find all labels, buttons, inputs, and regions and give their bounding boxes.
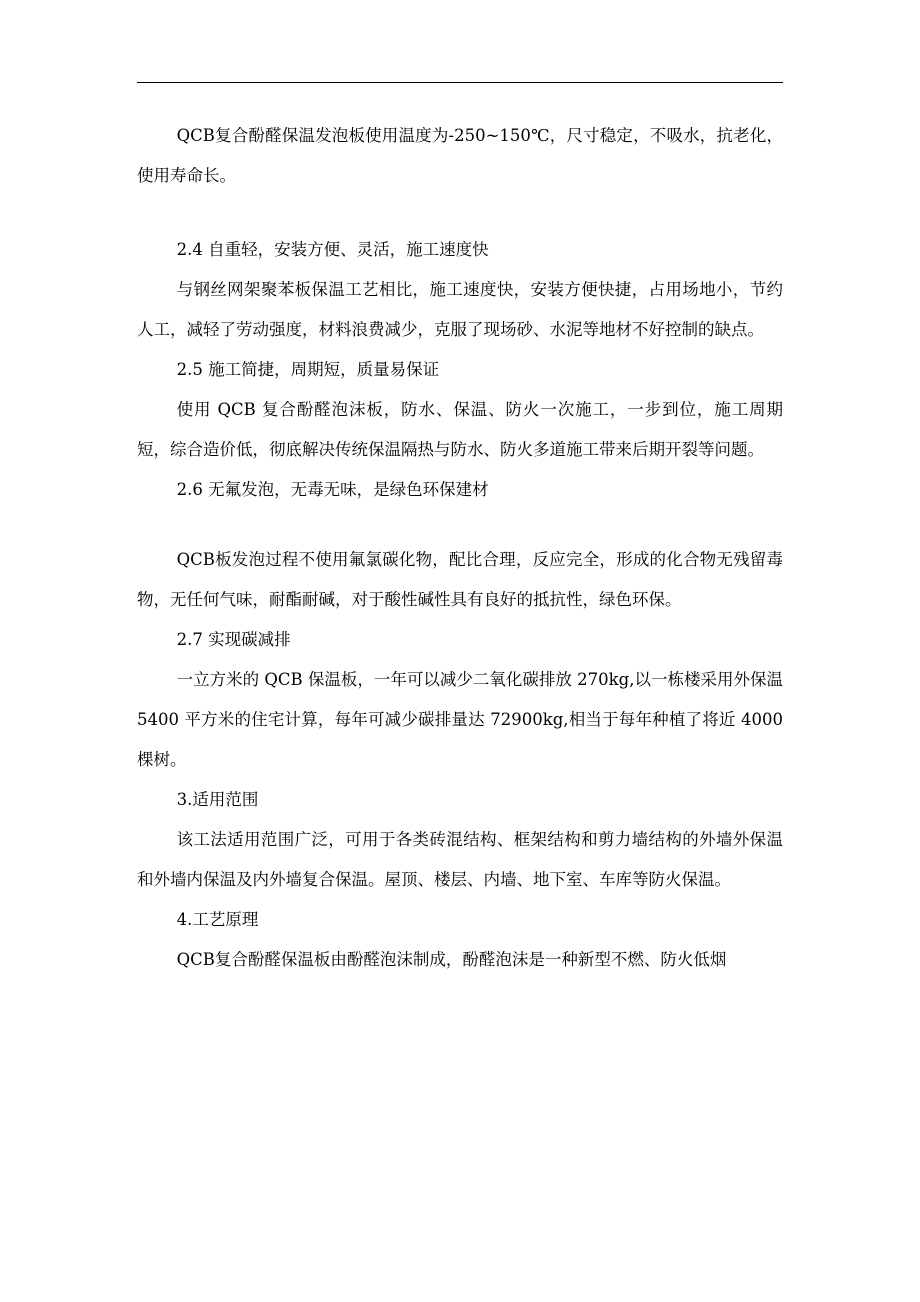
spacer bbox=[137, 196, 783, 230]
paragraph-2-5: 使用 QCB 复合酚醛泡沫板，防水、保温、防火一次施工，一步到位，施工周期短，综合造价低，彻底解决传统保温隔热与防水、防火多道施工带来后期开裂等问题。 bbox=[137, 400, 783, 459]
paragraph-3: 该工法适用范围广泛，可用于各类砖混结构、框架结构和剪力墙结构的外墙外保温和外墙内保温及内外墙复合保温。屋顶、楼层、内墙、地下室、车库等防火保温。 bbox=[137, 830, 783, 889]
section-heading-2-4: 2.4 自重轻，安装方便、灵活，施工速度快 bbox=[176, 240, 489, 259]
section-heading-4: 4.工艺原理 bbox=[176, 910, 259, 929]
paragraph-2-6: QCB板发泡过程不使用氟氯碳化物，配比合理，反应完全，形成的化合物无残留毒物，无任何气味，耐酯耐碱，对于酸性碱性具有良好的抵抗性，绿色环保。 bbox=[137, 550, 783, 609]
document-body bbox=[137, 116, 783, 980]
paragraph-2-4: 与钢丝网架聚苯板保温工艺相比，施工速度快，安装方便快捷，占用场地小，节约人工，减轻了劳动强度，材料浪费减少，克服了现场砂、水泥等地材不好控制的缺点。 bbox=[137, 280, 783, 339]
paragraph-temperature: QCB复合酚醛保温发泡板使用温度为-250~150℃，尺寸稳定，不吸水，抗老化，使用寿命长。 bbox=[137, 126, 783, 185]
paragraph-2-7: 一立方米的 QCB 保温板，一年可以减少二氧化碳排放 270kg,以一栋楼采用外保温 5400 平方米的住宅计算，每年可减少碳排量达 72900kg,相当于每年种植了将近 4000 棵树。 bbox=[137, 670, 783, 769]
spacer bbox=[137, 510, 783, 540]
paragraph-4: QCB复合酚醛保温板由酚醛泡沫制成，酚醛泡沫是一种新型不燃、防火低烟 bbox=[176, 950, 727, 969]
section-heading-2-7: 2.7 实现碳减排 bbox=[176, 630, 291, 649]
section-heading-2-5: 2.5 施工简捷，周期短，质量易保证 bbox=[176, 360, 440, 379]
section-heading-3: 3.适用范围 bbox=[176, 790, 259, 809]
section-heading-2-6: 2.6 无氟发泡，无毒无味，是绿色环保建材 bbox=[176, 480, 489, 499]
header-rule bbox=[137, 82, 783, 83]
